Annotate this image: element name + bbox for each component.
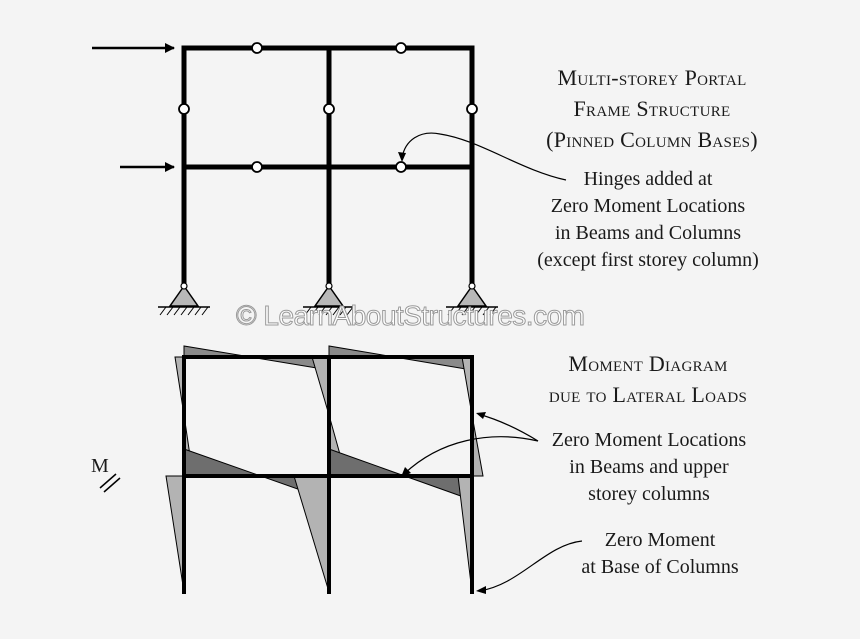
hinges-note [518, 166, 778, 274]
moment-frame [182, 357, 474, 594]
top-caption [518, 62, 786, 155]
note-line: in Beams and upper [569, 456, 729, 478]
note-line: (except first storey column) [537, 249, 759, 271]
caption-line: Moment Diagram [568, 351, 728, 376]
moment-area-col-lower-right [458, 476, 472, 592]
note-line: Zero Moment Locations [550, 195, 746, 217]
hinge-icon [324, 104, 334, 114]
note-line: storey columns [588, 483, 710, 505]
caption-line: Multi-storey Portal [557, 65, 747, 90]
moment-area-col-lower-left [166, 476, 184, 592]
leader-arrowhead [398, 152, 406, 162]
caption-line: due to Lateral Loads [548, 382, 748, 407]
hinge-icon [252, 43, 262, 53]
hinge-icon [252, 162, 262, 172]
zero-moment-note [536, 427, 762, 508]
hinge-icon [179, 104, 189, 114]
moment-caption [518, 348, 778, 410]
top-frame [92, 43, 566, 315]
caption-line: Frame Structure [573, 96, 731, 121]
leader-arrowhead [476, 586, 486, 594]
base-note [540, 527, 780, 581]
note-line: Hinges added at [583, 168, 713, 190]
hinge-icon [467, 104, 477, 114]
pin-support-icon [158, 283, 210, 315]
note-line: in Beams and Columns [554, 222, 742, 244]
note-line: Zero Moment Locations [551, 429, 747, 451]
hinge-icon [396, 162, 406, 172]
watermark: © LearnAboutStructures.com [236, 300, 585, 331]
note-line: at Base of Columns [581, 556, 739, 578]
caption-line: (Pinned Column Bases) [546, 127, 758, 152]
moment-symbol: M [91, 455, 109, 477]
note-line: Zero Moment [604, 529, 716, 551]
hinge-icon [396, 43, 406, 53]
moment-area-col-lower-mid [294, 476, 329, 592]
leader-arrowhead [476, 412, 486, 419]
moment-diagram [166, 346, 483, 592]
